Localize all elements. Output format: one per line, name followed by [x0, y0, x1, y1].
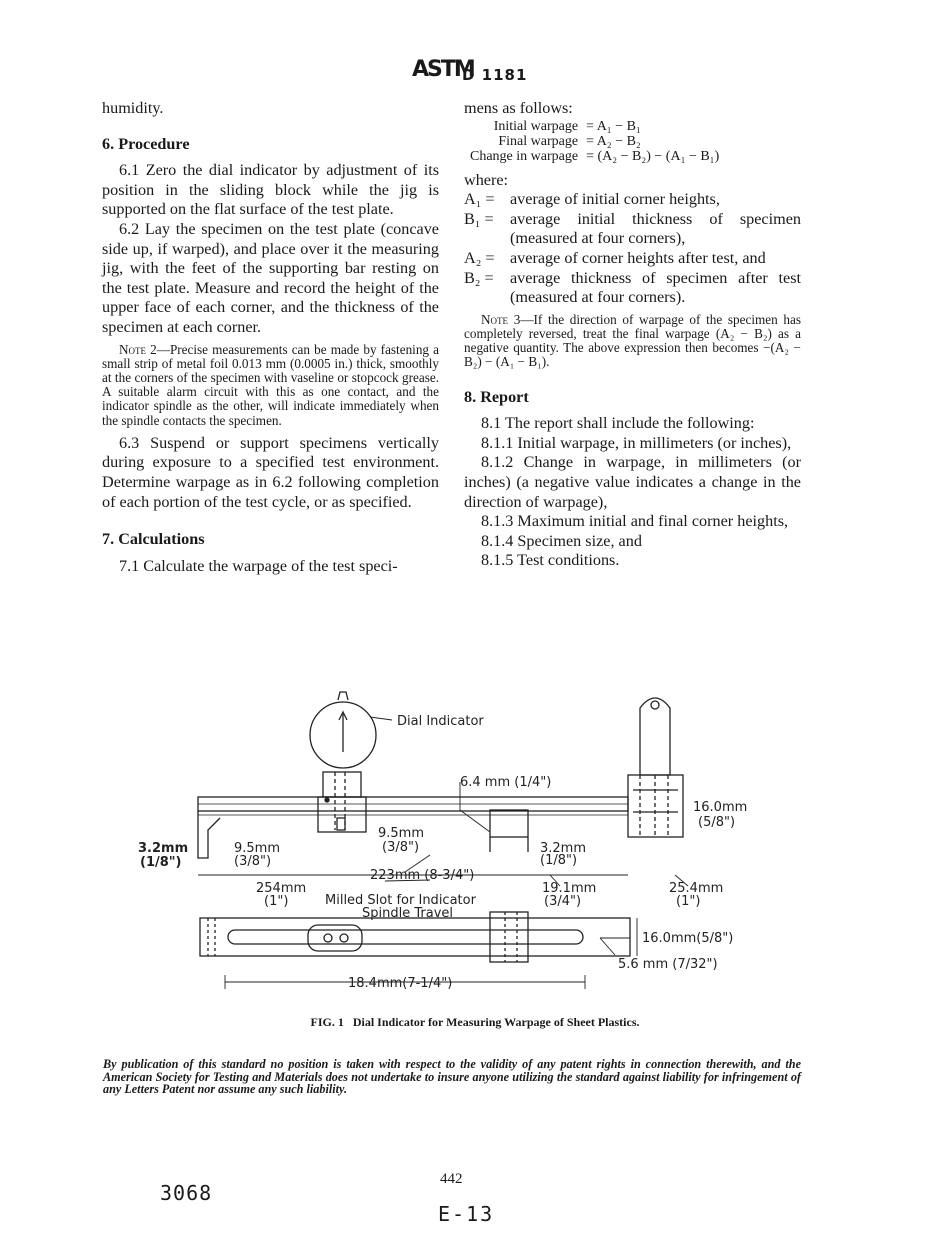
continuation-text: humidity.: [102, 99, 164, 117]
patent-disclaimer: By publication of this standard no position is taken with respect to the validity of any patent rights in connection therewith, and the American Society for Testing and Materials does not undertake to insure anyone utilizing the standard against liability for infringement of any Letters Patent nor assume any such liability.: [103, 1057, 801, 1097]
para-6-2: 6.2 Lay the specimen on the test plate (concave side up, if warped), and place over it the measuring jig, with the feet of the supporting bar resting on the test plate. Measure and record the height of the upper face of each corner, and the thickness of the specimen at each corner.: [102, 219, 439, 336]
eq-label: Change in warpage: [470, 148, 579, 164]
label-5-6mm: 5.6 mm (7/32"): [618, 957, 718, 972]
eq-label: Initial warpage: [493, 118, 579, 134]
para-8-1-2: 8.1.2 Change in warpage, in millimeters (or inches) (a negative value indicates a change in the direction of warpage),: [464, 453, 801, 511]
handwritten-code: E-13: [438, 1202, 495, 1226]
section-6-heading: 6. Procedure: [102, 134, 190, 153]
label-254mm-left: 254mm: [256, 881, 307, 896]
para-6-1: 6.1 Zero the dial indicator by adjustment of its position in the sliding block while the jig is supported on the flat surface of the test plate.: [102, 161, 439, 219]
def-symbol: A₂ =: [464, 248, 495, 267]
equation-row: [466, 149, 723, 164]
def-text: average of initial corner heights,: [510, 190, 720, 209]
figure-caption: [0, 1015, 950, 1030]
para-6-3: 6.3 Suspend or support specimens vertically during exposure to a specified test environment. Determine warpage as in 6.2 following completion of each portion of the test cycle, or as specified.: [102, 433, 439, 511]
para-8-1-3: 8.1.3 Maximum initial and final corner heights,: [481, 512, 789, 531]
eq-expr: = A₂ − B₂: [586, 133, 641, 149]
label-3-2mm-center: 3.2mm: [540, 841, 587, 856]
def-symbol: A₁ =: [464, 190, 495, 209]
definition-a2: [464, 249, 801, 269]
note-3: [464, 313, 801, 370]
label-19-1mm: 19.1mm: [542, 881, 597, 896]
label-9-5mm-left: 9.5mm: [234, 841, 281, 856]
def-symbol: B₂ =: [464, 268, 494, 287]
warpage-equations: [466, 119, 723, 164]
label-25-4mm: 25.4mm: [669, 881, 724, 896]
label-18-4mm: 18.4mm(7-1/4"): [348, 976, 453, 991]
designation: D 1181: [462, 66, 528, 84]
dial-indicator-figure: [130, 690, 820, 1000]
label-3-2mm-left: 3.2mm: [138, 841, 189, 856]
note-2-text: —Precise measurements can be made by fastening a small strip of metal foil 0.013 mm (0.0005 in.) thick, smoothly at the corners of the specimen with vaseline or stopcock grease. A suitable alarm circuit with this as one contact, and the indicator spindle as the other, will indicate immediately when the spindle contacts the specimen.: [102, 341, 440, 428]
equation-row: [466, 119, 723, 134]
eq-expr: = A₁ − B₁: [586, 118, 641, 134]
eq-label: Final warpage: [498, 133, 579, 149]
label-16mm-top-in: (5/8"): [698, 815, 736, 830]
section-8-heading: 8. Report: [464, 387, 529, 406]
def-text: average thickness of specimen after test (measured at four corners).: [510, 268, 801, 307]
where-label: where:: [464, 170, 509, 189]
definition-a1: [464, 190, 801, 210]
para-8-1-4: 8.1.4 Specimen size, and: [481, 531, 642, 550]
label-9-5mm-left-in: (3/8"): [234, 854, 272, 869]
label-3-2mm-left-in: (1/8"): [140, 855, 182, 870]
label-25-4mm-in: (1"): [676, 894, 701, 909]
note-3-label: Note 3: [481, 311, 521, 327]
label-spindle-travel: Spindle Travel: [362, 906, 453, 921]
para-8-1: 8.1 The report shall include the following:: [481, 414, 755, 433]
definition-b1: [464, 210, 801, 249]
caption-text: Dial Indicator for Measuring Warpage of Sheet Plastics.: [352, 1015, 640, 1029]
def-text: average of corner heights after test, and: [510, 248, 766, 267]
label-3-2mm-center-in: (1/8"): [540, 853, 578, 868]
note-2: [102, 343, 439, 428]
label-9-5mm-center-in: (3/8"): [382, 840, 420, 855]
note-3-text: —If the direction of warpage of the specimen has completely reversed, treat the final warpage (A₂ − B₂) as a negative quantity. The above expression then becomes −(A₂ − B₂) − (A₁ − B₁).: [464, 311, 801, 370]
equation-row: [466, 134, 723, 149]
para-7-1: 7.1 Calculate the warpage of the test speci-: [119, 556, 398, 575]
para-8-1-5: 8.1.5 Test conditions.: [481, 551, 620, 570]
label-6-4mm: 6.4 mm (1/4"): [460, 775, 552, 790]
section-7-heading: 7. Calculations: [102, 530, 205, 549]
def-text: average initial thickness of specimen (measured at four corners),: [510, 209, 801, 248]
para-8-1-1: 8.1.1 Initial warpage, in millimeters (or inches),: [481, 433, 792, 452]
right-column: [464, 99, 801, 571]
label-dial-indicator: Dial Indicator: [397, 714, 484, 729]
label-223mm: 223mm (8-3/4"): [370, 868, 475, 883]
handwritten-number: 3068: [160, 1181, 213, 1205]
left-column: [102, 99, 439, 576]
definition-b2: [464, 269, 801, 308]
eq-expr: = (A₂ − B₂) − (A₁ − B₁): [586, 148, 720, 164]
label-9-5mm-center: 9.5mm: [378, 826, 425, 841]
note-2-label: Note 2: [119, 341, 157, 357]
label-254mm-left-in: (1"): [264, 894, 289, 909]
label-16mm-top: 16.0mm: [693, 800, 748, 815]
page-number: 442: [440, 1171, 463, 1187]
label-19-1mm-in: (3/4"): [544, 894, 582, 909]
def-symbol: B₁ =: [464, 209, 494, 228]
label-milled-slot: Milled Slot for Indicator: [325, 893, 476, 908]
label-16mm-bottom: 16.0mm(5/8"): [642, 931, 734, 946]
caption-number: FIG. 1: [310, 1015, 344, 1029]
continuation-text-right: mens as follows:: [464, 99, 573, 117]
astm-logo: ASTM: [412, 57, 474, 82]
